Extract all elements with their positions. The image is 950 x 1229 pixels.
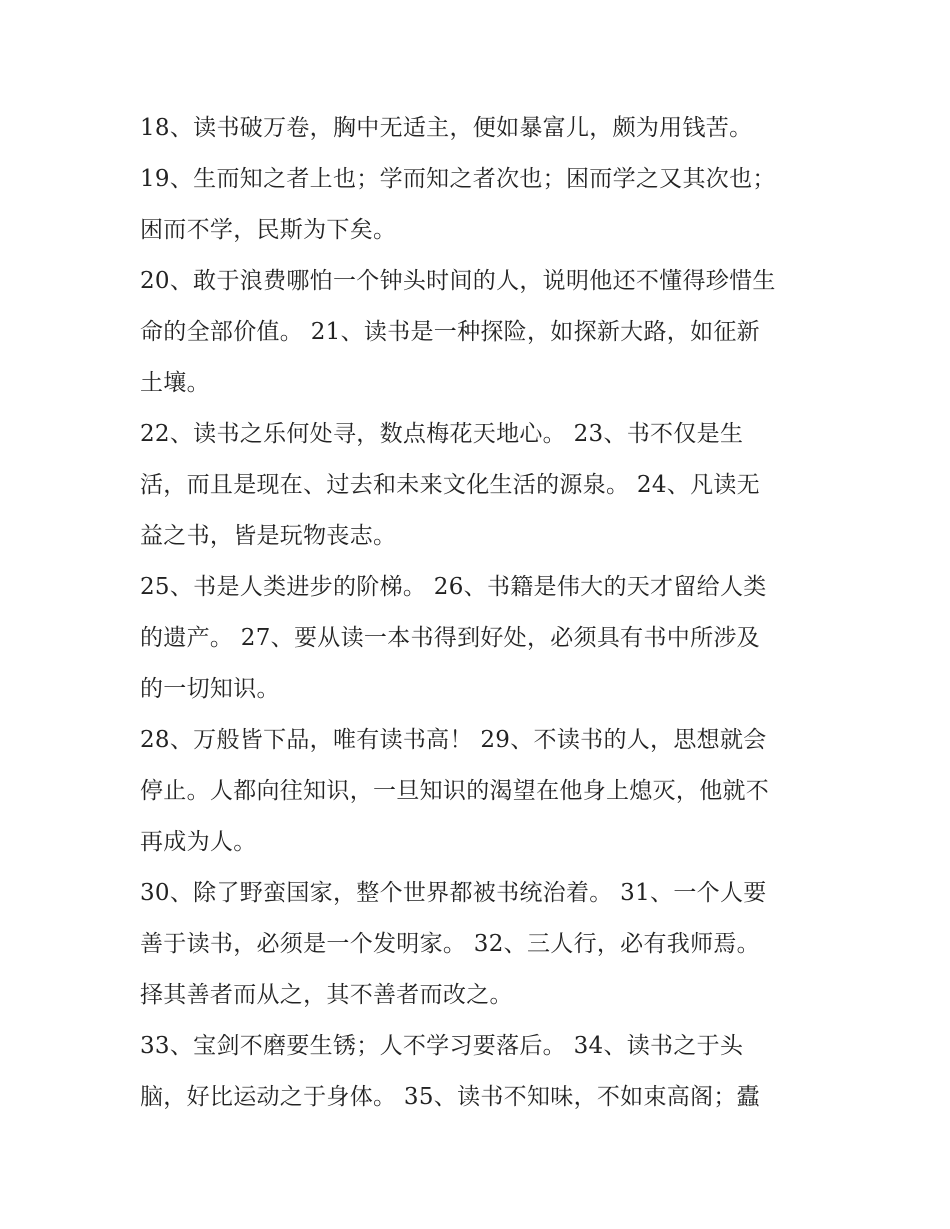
text-line: 活，而且是现在、过去和未来文化生活的源泉。 24、凡读无 (140, 472, 760, 498)
quote-text-block (140, 103, 830, 1123)
text-line: 的一切知识。 (140, 676, 280, 702)
text-line: 脑，好比运动之于身体。 35、读书不知味，不如束高阁；蠹 (140, 1084, 760, 1110)
text-line: 20、敢于浪费哪怕一个钟头时间的人，说明他还不懂得珍惜生 (140, 268, 776, 294)
text-line: 33、宝剑不磨要生锈；人不学习要落后。 34、读书之于头 (140, 1033, 744, 1059)
text-line: 18、读书破万卷，胸中无适主，便如暴富儿，颇为用钱苦。 (140, 115, 753, 141)
text-line: 28、万般皆下品，唯有读书高！ 29、不读书的人，思想就会 (140, 727, 767, 753)
text-line: 30、除了野蛮国家，整个世界都被书统治着。 31、一个人要 (140, 880, 767, 906)
text-line: 善于读书，必须是一个发明家。 32、三人行，必有我师焉。 (140, 931, 760, 957)
text-line: 再成为人。 (140, 829, 257, 855)
text-line: 的遗产。 27、要从读一本书得到好处，必须具有书中所涉及 (140, 625, 760, 651)
text-line: 择其善者而从之，其不善者而改之。 (140, 982, 513, 1008)
text-line: 停止。人都向往知识，一旦知识的渴望在他身上熄灭，他就不 (140, 778, 770, 804)
text-line: 土壤。 (140, 370, 210, 396)
text-line: 25、书是人类进步的阶梯。 26、书籍是伟大的天才留给人类 (140, 574, 767, 600)
text-line: 22、读书之乐何处寻，数点梅花天地心。 23、书不仅是生 (140, 421, 744, 447)
text-line: 困而不学，民斯为下矣。 (140, 217, 397, 243)
text-line: 命的全部价值。 21、读书是一种探险，如探新大路，如征新 (140, 319, 760, 345)
text-line: 益之书，皆是玩物丧志。 (140, 523, 397, 549)
text-line: 19、生而知之者上也；学而知之者次也；困而学之又其次也； (140, 166, 776, 192)
